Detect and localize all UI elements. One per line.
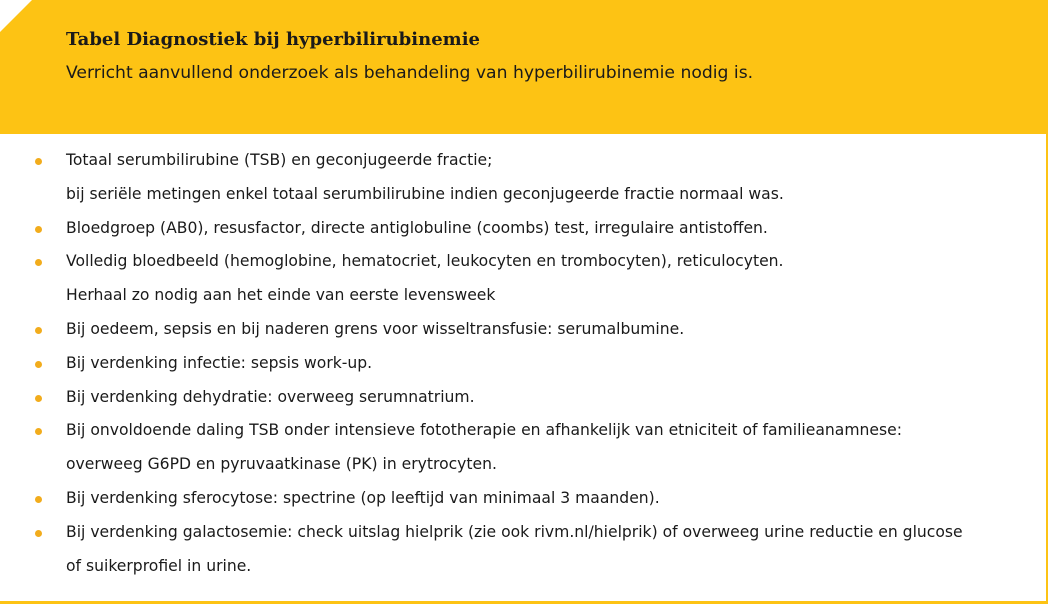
bullet-icon bbox=[35, 530, 42, 537]
list-item-text: Bij verdenking dehydratie: overweeg serumnatrium. bbox=[66, 387, 475, 406]
list-item bbox=[0, 482, 1040, 516]
bullet-icon bbox=[35, 226, 42, 233]
bullet-icon bbox=[35, 361, 42, 368]
list-item-text: Bij verdenking infectie: sepsis work-up. bbox=[66, 353, 373, 372]
list-item-text: Bloedgroep (AB0), resusfactor, directe antiglobuline (coombs) test, irregulaire antistoffen. bbox=[66, 218, 768, 237]
bullet-icon bbox=[35, 327, 42, 334]
list-item-text: Bij oedeem, sepsis en bij naderen grens voor wisseltransfusie: serumalbumine. bbox=[66, 319, 685, 338]
list-item-text: Totaal serumbilirubine (TSB) en geconjugeerde fractie; bbox=[66, 151, 493, 169]
list-item bbox=[0, 245, 1040, 313]
diagnostics-list bbox=[0, 144, 1040, 583]
table-title: Tabel Diagnostiek bij hyperbilirubinemie bbox=[66, 29, 480, 50]
bullet-icon bbox=[35, 158, 42, 165]
list-item-text: Bij verdenking sferocytose: spectrine (op leeftijd van minimaal 3 maanden). bbox=[66, 488, 660, 507]
list-item-text: bij seriële metingen enkel totaal serumbilirubine indien geconjugeerde fractie normaal was. bbox=[66, 184, 784, 203]
list-item-text: Bij onvoldoende daling TSB onder intensieve fototherapie en afhankelijk van etniciteit of familieanamnese: bbox=[66, 421, 902, 440]
list-item-text: Bij verdenking galactosemie: check uitslag hielprik (zie ook rivm.nl/hielprik) of overweeg urine reductie en glucose bbox=[66, 522, 963, 541]
bullet-icon bbox=[35, 496, 42, 503]
list-item-text: Volledig bloedbeeld (hemoglobine, hematocriet, leukocyten en trombocyten), reticulocyten. bbox=[66, 252, 784, 271]
bullet-icon bbox=[35, 259, 42, 266]
list-item bbox=[0, 516, 1040, 584]
list-item bbox=[0, 212, 1040, 246]
list-item bbox=[0, 414, 1040, 482]
table-subtitle: Verricht aanvullend onderzoek als behandeling van hyperbilirubinemie nodig is. bbox=[66, 63, 754, 83]
header-corner-cut bbox=[0, 0, 32, 32]
list-item bbox=[0, 144, 1040, 212]
bullet-icon bbox=[35, 395, 42, 402]
list-item bbox=[0, 347, 1040, 381]
list-item bbox=[0, 313, 1040, 347]
list-item bbox=[0, 381, 1040, 415]
list-item-text: of suikerprofiel in urine. bbox=[66, 556, 252, 575]
list-item-text: overweeg G6PD en pyruvaatkinase (PK) in erytrocyten. bbox=[66, 455, 497, 474]
list-item-text: Herhaal zo nodig aan het einde van eerste levensweek bbox=[66, 286, 496, 305]
table-header-band bbox=[0, 0, 1048, 134]
bullet-icon bbox=[35, 428, 42, 435]
